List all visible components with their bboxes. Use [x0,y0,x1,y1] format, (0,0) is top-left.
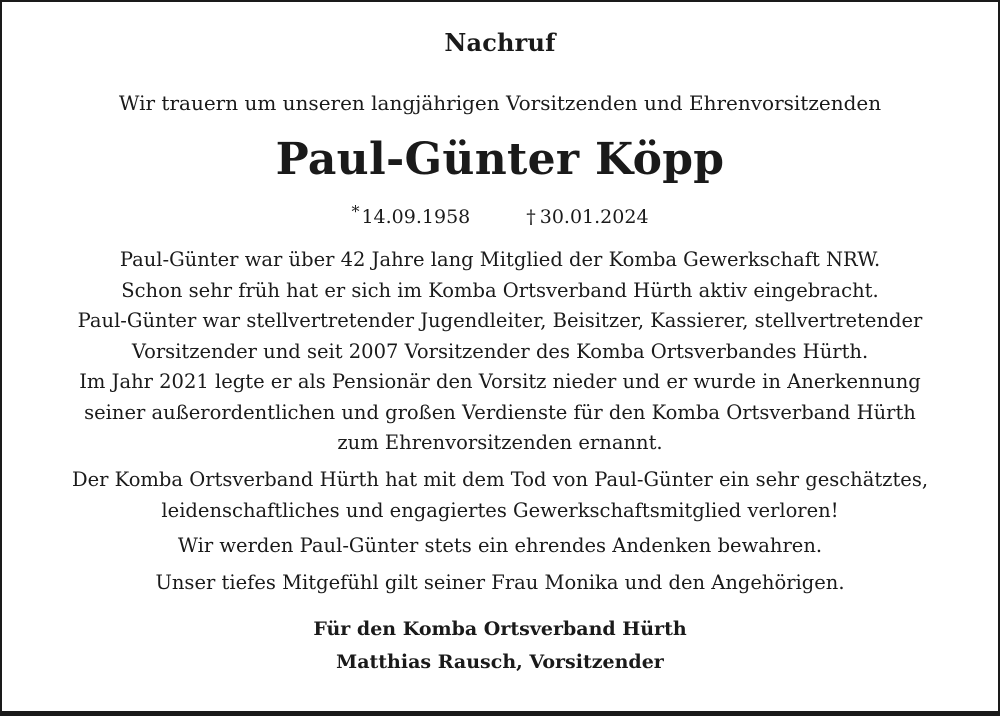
birth-star-icon: * [351,202,360,221]
biography-paragraph [0,245,1000,459]
biography-line: zum Ehrenvorsitzenden ernannt. [337,431,663,454]
condolence-text: Unser tiefes Mitgefühl gilt seiner Frau Monika und den Angehörigen. [155,571,845,594]
remembrance-text: Wir werden Paul-Günter stets ein ehrendes Andenken bewahren. [177,534,823,557]
intro-text: Wir trauern um unseren langjährigen Vorsitzenden und Ehrenvorsitzenden [118,91,882,115]
biography-line: seiner außerordentlichen und großen Verdienste für den Komba Ortsverband Hürth [84,400,916,424]
notice-heading: Nachruf [444,28,556,57]
biography-line: Paul-Günter war stellvertretender Jugendleiter, Beisitzer, Kassierer, stellvertretender [77,309,923,332]
birth-date-group [351,202,470,228]
birth-date: 14.09.1958 [361,206,471,228]
signature-person: Matthias Rausch, Vorsitzender [336,651,664,673]
loss-paragraph [0,465,1000,526]
biography-line: Paul-Günter war über 42 Jahre lang Mitglied der Komba Gewerkschaft NRW. [119,248,881,271]
biography-line: Schon sehr früh hat er sich im Komba Ortsverband Hürth aktiv eingebracht. [121,278,879,302]
loss-line: leidenschaftliches und engagiertes Gewerkschaftsmitglied verloren! [161,498,839,522]
loss-line: Der Komba Ortsverband Hürth hat mit dem Tod von Paul-Günter ein sehr geschätztes, [71,468,929,491]
deceased-name: Paul-Günter Köpp [275,134,725,185]
life-dates [0,202,1000,228]
biography-line: Im Jahr 2021 legte er als Pensionär den Vorsitz nieder und er wurde in Anerkennung [79,370,921,393]
death-date-group [526,206,648,228]
death-date: 30.01.2024 [539,206,649,228]
biography-line: Vorsitzender und seit 2007 Vorsitzender des Komba Ortsverbandes Hürth. [131,339,869,363]
signature-organization: Für den Komba Ortsverband Hürth [313,618,687,640]
death-cross-icon: † [526,206,536,228]
